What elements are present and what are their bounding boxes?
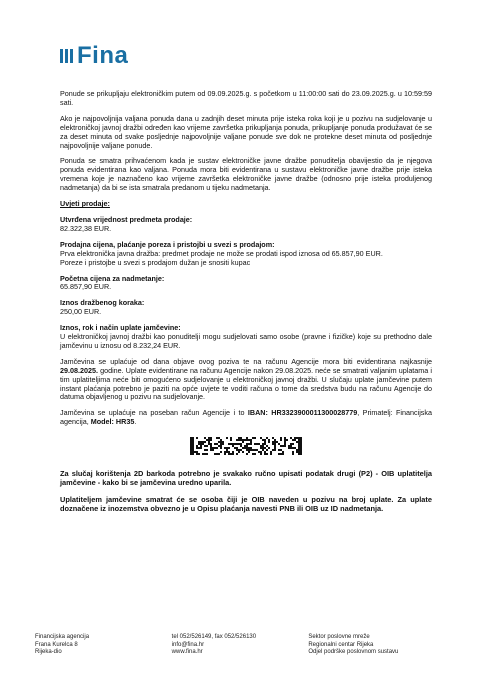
- paragraph-iban: [60, 409, 432, 427]
- start-price-label: Početna cijena za nadmetanje:: [60, 273, 165, 283]
- logo-bars-icon: [60, 49, 73, 63]
- increment-text: 250,00 EUR.: [60, 307, 102, 317]
- iban-before: Jamčevina se uplaćuje na poseban račun Agencije i to: [60, 408, 248, 418]
- section-price: [60, 241, 432, 268]
- footer-line: Sektor poslovne mreže: [308, 634, 370, 640]
- fina-logo: [60, 44, 128, 68]
- value-label: Utvrđena vrijednost predmeta prodaje:: [60, 214, 193, 224]
- footer-line: Rijeka-dio: [35, 649, 62, 656]
- document-body: [60, 90, 432, 520]
- section-increment: [60, 299, 432, 317]
- paragraph-acceptance: Ponuda se smatra prihvaćenom kada je sustav elektroničke javne dražbe ponuditelja obavijestio da je njegova ponuda evidentirana kao valjana. Ponuda mora biti evidentirana u sustavu elektroničke javne dražbe prije isteka vremena koje je naznačeno kao vrijeme završetka elektroničke javne dražbe (odnosno prije isteka produljenog nadmetanja) da bi se ista smatrala predanom u tijeku nadmetanja.: [60, 156, 432, 193]
- price-line-1: Prva elektronička javna dražba: predmet prodaje ne može se prodati ispod iznosa od 65.857,90 EUR.: [60, 248, 383, 258]
- page-footer: [35, 634, 445, 657]
- conditions-heading: Uvjeti prodaje:: [60, 199, 110, 209]
- iban-mid: , Primatelj: Financijska agencija,: [60, 408, 432, 427]
- footer-col-address: [35, 634, 172, 657]
- deposit-label: Iznos, rok i način uplate jamčevine:: [60, 323, 181, 333]
- deadline-after: godine. Uplate evidentirane na računu Agencije nakon 29.08.2025. neće se smatrati valjanim uplatama i tim uplatiteljima neće biti omogućeno sudjelovanje u elektroničkoj javnoj dražbi. U slučaju uplate jamčevine putem instant plaćanja potrebno je paziti na opće uvjete te voditi računa o tome da sredstva budu na računu Agencije do datuma objavljenog u pozivu na sudjelovanje.: [60, 365, 432, 402]
- section-value: [60, 216, 432, 234]
- deposit-text: U elektroničkoj javnoj dražbi kao ponuditelji mogu sudjelovati samo osobe (pravne i fizičke) koje su prethodno dale jamčevinu u iznosu od 8.232,24 EUR.: [60, 332, 432, 350]
- iban-after: .: [134, 417, 137, 427]
- start-price-text: 65.857,90 EUR.: [60, 282, 112, 292]
- 2d-barcode: [190, 437, 302, 455]
- paragraph-deadline: [60, 358, 432, 403]
- value-text: 82.322,38 EUR.: [60, 223, 112, 233]
- paragraph-extension-rule: Ako je najpovoljnija valjana ponuda dana u zadnjih deset minuta prije isteka roka koji je u pozivu na sudjelovanje u elektroničkoj javnoj dražbi određen kao vrijeme završetka prikupljanja ponuda, prikupljanje ponuda produžavat će se za deset minuta od svake posljednje najpovoljnije valjane ponude sve dok ne protekne deset minuta od posljednje najpovoljnije valjane ponude.: [60, 113, 432, 150]
- paragraph-payer-note: Uplatiteljem jamčevine smatrat će se osoba čiji je OIB naveden u pozivu na broj uplate. Za uplate doznačene iz inozemstva obvezno je u Opisu plaćanja navesti PNB ili OIB uz ID nadmetanja.: [60, 494, 432, 513]
- increment-label: Iznos dražbenog koraka:: [60, 298, 145, 308]
- footer-line: www.fina.hr: [171, 649, 203, 656]
- deadline-date: 29.08.2025.: [60, 365, 98, 375]
- footer-col-department: [308, 634, 445, 657]
- section-start-price: [60, 275, 432, 293]
- footer-line: tel 052/526149, fax 052/526130: [171, 634, 257, 640]
- section-deposit: [60, 324, 432, 351]
- footer-line: Financijska agencija: [35, 634, 90, 640]
- price-label: Prodajna cijena, plaćanje poreza i pristojbi u svezi s prodajom:: [60, 239, 275, 249]
- footer-line: info@fina.hr: [171, 641, 205, 648]
- footer-line: Regionalni centar Rijeka: [308, 641, 374, 648]
- price-line-2: Poreze i pristojbe u svezi s prodajom dužan je snositi kupac: [60, 257, 251, 267]
- paragraph-collection-period: Ponude se prikupljaju elektroničkim putem od 09.09.2025.g. s početkom u 11:00:00 sati do 23.09.2025.g. u 10:59:59 sati.: [60, 89, 432, 107]
- iban-number: IBAN: HR3323900011300028779: [247, 408, 358, 418]
- footer-col-contact: [172, 634, 309, 657]
- logo-text: Fina: [77, 42, 129, 69]
- iban-model: Model: HR35: [90, 417, 135, 427]
- footer-line: Odjel podrške poslovnom sustavu: [308, 649, 399, 656]
- deadline-before: Jamčevina se uplaćuje od dana objave ovog poziva te na računu Agencije mora biti evidentirana najkasnije: [60, 356, 432, 366]
- footer-line: Frana Kurelca 8: [35, 641, 78, 648]
- paragraph-barcode-note: Za slučaj korištenja 2D barkoda potrebno je svakako ručno upisati podatak drugi (P2) - OIB uplatitelja jamčevine - kako bi se jamčevina uredno uparila.: [60, 469, 432, 488]
